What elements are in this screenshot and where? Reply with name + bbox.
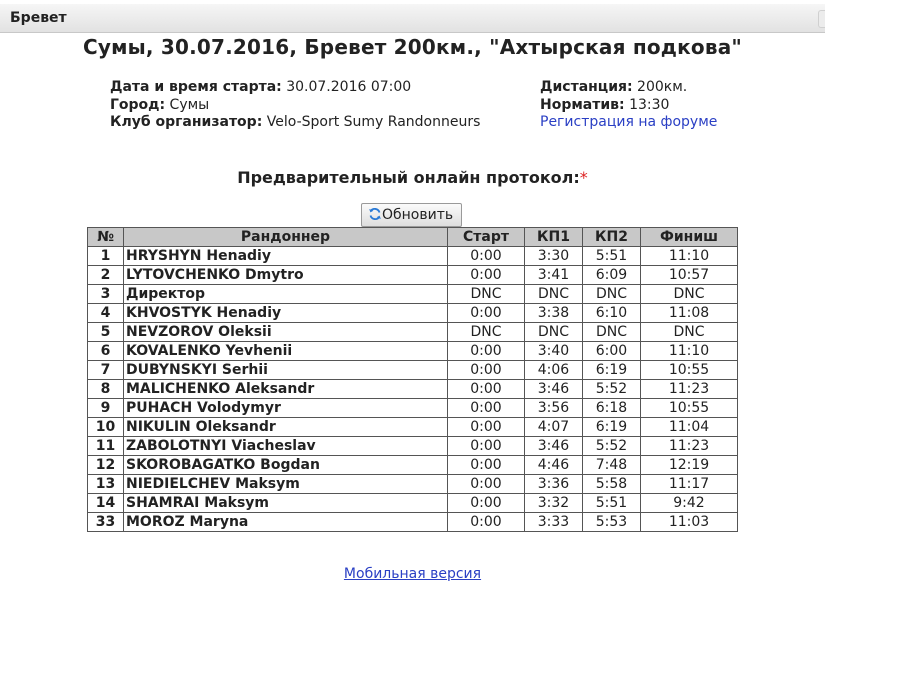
results-table [87,227,738,532]
cell-rider: NIEDIELCHEV Maksym [124,475,448,494]
cell-number: 5 [88,323,124,342]
cell-cp2: 5:52 [583,437,641,456]
table-row [88,266,738,285]
cell-finish: 11:23 [641,437,738,456]
cell-number: 10 [88,418,124,437]
cell-number: 12 [88,456,124,475]
cell-start: 0:00 [448,304,525,323]
cell-finish: 11:10 [641,247,738,266]
cell-cp1: DNC [525,323,583,342]
cell-rider: SKOROBAGATKO Bogdan [124,456,448,475]
cell-cp1: 3:32 [525,494,583,513]
time-limit-value: 13:30 [629,96,670,113]
cell-cp2: 5:53 [583,513,641,532]
city-row [110,97,480,115]
cell-number: 9 [88,399,124,418]
table-row [88,437,738,456]
table-row [88,475,738,494]
forum-registration-link[interactable]: Регистрация на форуме [540,114,718,130]
cell-rider: PUHACH Volodymyr [124,399,448,418]
protocol-heading [0,168,825,187]
cell-finish: 11:03 [641,513,738,532]
cell-rider: MOROZ Maryna [124,513,448,532]
city-label: Город: [110,96,166,113]
cell-finish: 11:17 [641,475,738,494]
cell-cp2: 6:19 [583,418,641,437]
cell-start: 0:00 [448,456,525,475]
cell-start: 0:00 [448,342,525,361]
distance-label: Дистанция: [540,79,633,95]
cell-rider: Директор [124,285,448,304]
table-row [88,380,738,399]
window-titlebar [0,4,825,33]
cell-cp1: 3:38 [525,304,583,323]
distance-row [540,79,717,97]
table-row [88,361,738,380]
club-label: Клуб организатор: [110,114,263,130]
table-header-row [88,228,738,247]
cell-cp1: 3:33 [525,513,583,532]
cell-cp1: 3:36 [525,475,583,494]
cell-start: 0:00 [448,513,525,532]
titlebar-handle[interactable] [818,10,825,28]
cell-rider: ZABOLOTNYI Viacheslav [124,437,448,456]
refresh-button[interactable] [361,203,462,227]
start-datetime-value: 30.07.2016 07:00 [286,79,412,95]
cell-start: 0:00 [448,399,525,418]
start-datetime-label: Дата и время старта: [110,79,282,95]
cell-finish: 11:23 [641,380,738,399]
cell-number: 4 [88,304,124,323]
cell-number: 14 [88,494,124,513]
cell-cp1: 4:07 [525,418,583,437]
cell-number: 3 [88,285,124,304]
cell-cp1: 4:06 [525,361,583,380]
club-value: Velo-Sport Sumy Randonneurs [266,114,481,130]
event-info-right [540,79,717,132]
cell-cp2: DNC [583,285,641,304]
cell-number: 8 [88,380,124,399]
cell-start: 0:00 [448,266,525,285]
event-info-left [110,79,480,132]
cell-cp1: 3:46 [525,380,583,399]
cell-cp1: DNC [525,285,583,304]
time-limit-row [540,97,717,115]
time-limit-label: Норматив: [540,96,625,113]
cell-finish: 12:19 [641,456,738,475]
cell-start: 0:00 [448,418,525,437]
cell-rider: HRYSHYN Henadiy [124,247,448,266]
table-row [88,494,738,513]
cell-cp1: 3:56 [525,399,583,418]
col-header-cp2: КП2 [583,228,641,247]
cell-number: 2 [88,266,124,285]
cell-finish: 10:55 [641,399,738,418]
cell-cp1: 3:40 [525,342,583,361]
start-datetime-row [110,79,480,97]
col-header-finish: Финиш [641,228,738,247]
window-title: Бревет [10,10,67,26]
cell-cp2: 6:10 [583,304,641,323]
city-value: Сумы [169,96,210,113]
cell-rider: SHAMRAI Maksym [124,494,448,513]
cell-finish: 10:55 [641,361,738,380]
cell-start: 0:00 [448,475,525,494]
page-title: Сумы, 30.07.2016, Бревет 200км., "Ахтырская подкова" [82,35,743,59]
cell-cp1: 4:46 [525,456,583,475]
cell-cp2: 7:48 [583,456,641,475]
table-row [88,418,738,437]
cell-start: DNC [448,285,525,304]
cell-number: 7 [88,361,124,380]
cell-number: 33 [88,513,124,532]
cell-cp2: 6:00 [583,342,641,361]
cell-number: 13 [88,475,124,494]
cell-finish: 9:42 [641,494,738,513]
cell-start: 0:00 [448,437,525,456]
cell-cp1: 3:30 [525,247,583,266]
col-header-number: № [88,228,124,247]
cell-cp2: 5:58 [583,475,641,494]
mobile-version-link[interactable]: Мобильная версия [343,566,482,582]
cell-finish: 11:04 [641,418,738,437]
cell-start: 0:00 [448,380,525,399]
table-row [88,513,738,532]
table-row [88,342,738,361]
cell-rider: KHVOSTYK Henadiy [124,304,448,323]
distance-value: 200км. [637,79,688,95]
table-row [88,304,738,323]
cell-cp1: 3:41 [525,266,583,285]
table-row [88,456,738,475]
cell-start: 0:00 [448,361,525,380]
protocol-title: Предварительный онлайн протокол: [237,168,580,187]
cell-rider: LYTOVCHENKO Dmytro [124,266,448,285]
cell-start: 0:00 [448,494,525,513]
cell-number: 11 [88,437,124,456]
cell-cp2: 5:52 [583,380,641,399]
table-row [88,399,738,418]
cell-finish: 11:08 [641,304,738,323]
cell-cp2: 6:09 [583,266,641,285]
cell-cp1: 3:46 [525,437,583,456]
cell-rider: KOVALENKO Yevhenii [124,342,448,361]
table-row [88,323,738,342]
cell-finish: DNC [641,285,738,304]
cell-rider: NIKULIN Oleksandr [124,418,448,437]
cell-finish: DNC [641,323,738,342]
cell-start: 0:00 [448,247,525,266]
refresh-label: Обновить [382,206,454,223]
cell-start: DNC [448,323,525,342]
col-header-rider: Рандоннер [124,228,448,247]
protocol-asterisk: * [579,168,588,187]
cell-finish: 11:10 [641,342,738,361]
club-row [110,114,480,132]
cell-cp2: 6:19 [583,361,641,380]
table-row [88,285,738,304]
col-header-start: Старт [448,228,525,247]
table-row [88,247,738,266]
cell-cp2: 5:51 [583,247,641,266]
cell-cp2: 6:18 [583,399,641,418]
cell-finish: 10:57 [641,266,738,285]
cell-cp2: 5:51 [583,494,641,513]
cell-number: 1 [88,247,124,266]
cell-cp2: DNC [583,323,641,342]
cell-number: 6 [88,342,124,361]
col-header-cp1: КП1 [525,228,583,247]
cell-rider: DUBYNSKYI Serhii [124,361,448,380]
cell-rider: MALICHENKO Aleksandr [124,380,448,399]
cell-rider: NEVZOROV Oleksii [124,323,448,342]
refresh-icon [368,207,382,221]
